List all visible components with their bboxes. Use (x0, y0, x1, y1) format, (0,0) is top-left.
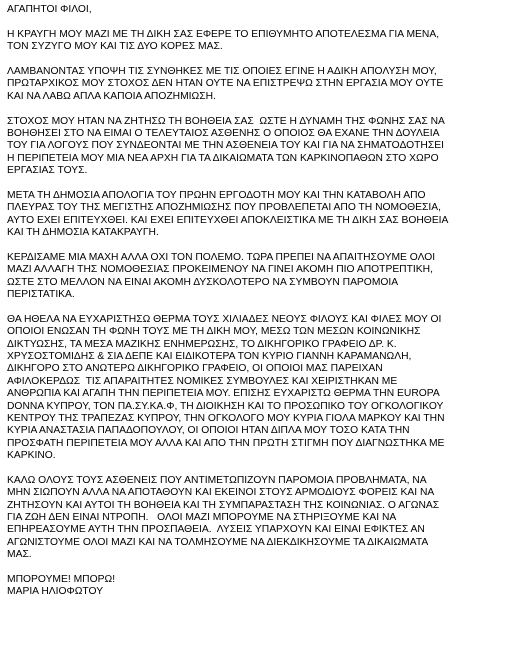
paragraph-7 (7, 475, 499, 562)
text-line: ΑΝΘΡΩΠΙΑ ΚΑΙ ΑΓΑΠΗ ΤΗΝ ΠΕΡΙΠΕΤΕΙΑ ΜΟΥ. ΕΠΙΣΗΣ ΕΥΧΑΡΙΣΤΩ ΘΕΡΜΑ ΤΗΝ EUROPA (7, 388, 440, 400)
text-line: ΕΠΗΡΕΑΣΟΥΜΕ ΑΥΤΗ ΤΗΝ ΠΡΟΣΠΑΘΕΙΑ. ΛΥΣΕΙΣ ΥΠΑΡΧΟΥΝ ΚΑΙ ΕΙΝΑΙ ΕΦΙΚΤΕΣ ΑΝ (7, 524, 425, 536)
paragraph-1 (7, 29, 499, 54)
text-line: ΑΦΙΛΟΚΕΡΔΩΣ ΤΙΣ ΑΠΑΡΑΙΤΗΤΕΣ ΝΟΜΙΚΕΣ ΣΥΜΒΟΥΛΕΣ ΚΑΙ ΧΕΙΡΙΣΤΗΚΑΝ ΜΕ (7, 375, 398, 387)
closing: ΜΠΟΡΟΥΜΕ! ΜΠΟΡΩ! (7, 573, 116, 585)
text-line: Η ΚΡΑΥΓΗ ΜΟΥ ΜΑΖΙ ΜΕ ΤΗ ΔΙΚΗ ΣΑΣ ΕΦΕΡΕ ΤΟ ΕΠΙΘΥΜΗΤΟ ΑΠΟΤΕΛΕΣΜΑ ΓΙΑ ΜΕΝΑ, (7, 28, 440, 40)
text-line: ΑΓΩΝΙΣΤΟΥΜΕ ΟΛΟΙ ΜΑΖΙ ΚΑΙ ΝΑ ΤΟΛΜΗΣΟΥΜΕ ΝΑ ΔΙΕΚΔΙΚΗΣΟΥΜΕ ΤΑ ΔΙΚΑΙΩΜΑΤΑ (7, 536, 429, 548)
signature: ΜΑΡΙΑ ΗΛΙΟΦΩΤΟΥ (7, 586, 104, 598)
paragraph-2 (7, 66, 499, 103)
text-line: ΖΗΤΗΣΟΥΝ ΚΑΙ ΑΥΤΟΙ ΤΗ ΒΟΗΘΕΙΑ ΚΑΙ ΤΗ ΣΥΜΠΑΡΑΣΤΑΣΗ ΤΗΣ ΚΟΙΝΩΝΙΑΣ. Ο ΑΓΩΝΑΣ (7, 499, 440, 511)
text-line: ΧΡΥΣΟΣΤΟΜΙΔΗΣ & ΣΙΑ ΔΕΠΕ ΚΑΙ ΕΙΔΙΚΟΤΕΡΑ ΤΟΝ ΚΥΡΙΟ ΓΙΑΝΝΗ ΚΑΡΑΜΑΝΩΛΗ, (7, 350, 412, 362)
text-line: ΜΗΝ ΣΙΩΠΟΥΝ ΑΛΛΑ ΝΑ ΑΠΟΤΑΘΟΥΝ ΚΑΙ ΕΚΕΙΝΟΙ ΣΤΟΥΣ ΑΡΜΟΔΙΟΥΣ ΦΟΡΕΙΣ ΚΑΙ ΝΑ (7, 487, 435, 499)
text-line: ΚΑΙ ΤΗ ΔΗΜΟΣΙΑ ΚΑΤΑΚΡΑΥΓΗ. (7, 227, 159, 239)
paragraph-gap (7, 54, 499, 66)
paragraph-gap (7, 562, 499, 574)
text-line: ΔΙΚΤΥΩΣΗΣ, ΤΑ ΜΕΣΑ ΜΑΖΙΚΗΣ ΕΝΗΜΕΡΩΣΗΣ, ΤΟ ΔΙΚΗΓΟΡΙΚΟ ΓΡΑΦΕΙΟ ΔΡ. Κ. (7, 338, 397, 350)
text-line: ΛΑΜΒΑΝΟΝΤΑΣ ΥΠΟΨΗ ΤΙΣ ΣΥΝΘΗΚΕΣ ΜΕ ΤΙΣ ΟΠΟΙΕΣ ΕΓΙΝΕ Η ΑΔΙΚΗ ΑΠΟΛΥΣΗ ΜΟΥ, (7, 65, 437, 77)
paragraph-gap (7, 301, 499, 313)
text-line: ΓΙΑ ΖΩΗ ΔΕΝ ΕΙΝΑΙ ΝΤΡΟΠΗ. ΟΛΟΙ ΜΑΖΙ ΜΠΟΡΟΥΜΕ ΝΑ ΣΤΗΡΙΞΟΥΜΕ ΚΑΙ ΝΑ (7, 512, 397, 524)
text-line: ΩΣΤΕ ΣΤΟ ΜΕΛΛΟΝ ΝΑ ΕΙΝΑΙ ΑΚΟΜΗ ΔΥΣΚΟΛΟΤΕΡΟ ΝΑ ΣΥΜΒΟΥΝ ΠΑΡΟΜΟΙΑ (7, 276, 399, 288)
text-line: ΔΙΚΗΓΟΡΟ ΣΤΟ ΑΝΩΤΕΡΩ ΔΙΚΗΓΟΡΙΚΟ ΓΡΑΦΕΙΟ, ΟΙ ΟΠΟΙΟΙ ΜΑΣ ΠΑΡΕΙΧΑΝ (7, 363, 383, 375)
text-line: ΠΕΡΙΣΤΑΤΙΚΑ. (7, 288, 75, 300)
text-line: ΟΠΟΙΟΙ ΕΝΩΣΑΝ ΤΗ ΦΩΝΗ ΤΟΥΣ ΜΕ ΤΗ ΔΙΚΗ ΜΟΥ, ΜΕΣΩ ΤΩΝ ΜΕΣΩΝ ΚΟΙΝΩΝΙΚΗΣ (7, 326, 421, 338)
text-line: ΚΑΡΚΙΝΟ. (7, 450, 56, 462)
text-line: Η ΠΕΡΙΠΕΤΕΙΑ ΜΟΥ ΜΙΑ ΝΕΑ ΑΡΧΗ ΓΙΑ ΤΑ ΔΙΚΑΙΩΜΑΤΑ ΤΩΝ ΚΑΡΚΙΝΟΠΑΘΩΝ ΣΤΟ ΧΩΡΟ (7, 152, 439, 164)
text-line: ΚΑΙ ΝΑ ΛΑΒΩ ΑΠΛΑ ΚΑΠΟΙΑ ΑΠΟΖΗΜΙΩΣΗ. (7, 90, 216, 102)
text-line: ΚΑΛΩ ΟΛΟΥΣ ΤΟΥΣ ΑΣΘΕΝΕΙΣ ΠΟΥ ΑΝΤΙΜΕΤΩΠΙΖΟΥΝ ΠΑΡΟΜΟΙΑ ΠΡΟΒΛΗΜΑΤΑ, ΝΑ (7, 474, 427, 486)
text-line: ΠΡΩΤΑΡΧΙΚΟΣ ΜΟΥ ΣΤΟΧΟΣ ΔΕΝ ΗΤΑΝ ΟΥΤΕ ΝΑ ΕΠΙΣΤΡΕΨΩ ΣΤΗΝ ΕΡΓΑΣΙΑ ΜΟΥ ΟΥΤΕ (7, 78, 444, 90)
text-line: ΑΥΤΟ ΕΧΕΙ ΕΠΙΤΕΥΧΘΕΙ. ΚΑΙ ΕΧΕΙ ΕΠΙΤΕΥΧΘΕΙ ΑΠΟΚΛΕΙΣΤΙΚΑ ΜΕ ΤΗ ΔΙΚΗ ΣΑΣ ΒΟΗΘΕΙΑ (7, 214, 449, 226)
text-line: ΣΤΟΧΟΣ ΜΟΥ ΗΤΑΝ ΝΑ ΖΗΤΗΣΩ ΤΗ ΒΟΗΘΕΙΑ ΣΑΣ ΩΣΤΕ Η ΔΥΝΑΜΗ ΤΗΣ ΦΩΝΗΣ ΣΑΣ ΝΑ (7, 115, 445, 127)
paragraph-4 (7, 190, 499, 240)
paragraph-gap (7, 103, 499, 115)
text-line: ΤΟΝ ΣΥΖΥΓΟ ΜΟΥ ΚΑΙ ΤΙΣ ΔΥΟ ΚΟΡΕΣ ΜΑΣ. (7, 41, 223, 53)
text-line: ΠΡΟΣΦΑΤΗ ΠΕΡΙΠΕΤΕΙΑ ΜΟΥ ΑΛΛΑ ΚΑΙ ΑΠΟ ΤΗΝ ΠΡΩΤΗ ΣΤΙΓΜΗ ΠΟΥ ΔΙΑΓΝΩΣΤΗΚΑ ΜΕ (7, 437, 445, 449)
text-line: ΚΥΡΙΑ ΑΝΑΣΤΑΣΙΑ ΠΑΠΑΔΟΠΟΥΛΟΥ, ΟΙ ΟΠΟΙΟΙ ΗΤΑΝ ΔΙΠΛΑ ΜΟΥ ΤΟΣΟ ΚΑΤΑ ΤΗΝ (7, 425, 410, 437)
paragraph-3 (7, 116, 499, 178)
paragraph-gap (7, 462, 499, 474)
text-line: DONNA ΚΥΠΡΟΥ, ΤΟΝ ΠΑ.ΣΥ.ΚΑ.Φ, ΤΗ ΔΙΟΙΚΗΣΗ ΚΑΙ ΤΟ ΠΡΟΣΩΠΙΚΟ ΤΟΥ ΟΓΚΟΛΟΓΙΚΟΥ (7, 400, 444, 412)
text-line: ΠΛΕΥΡΑΣ ΤΟΥ ΤΗΣ ΜΕΓΙΣΤΗΣ ΑΠΟΖΗΜΙΩΣΗΣ ΠΟΥ ΠΡΟΒΛΕΠΕΤΑΙ ΑΠΟ ΤΗ ΝΟΜΟΘΕΣΙΑ, (7, 202, 441, 214)
paragraph-6 (7, 314, 499, 463)
paragraph-gap (7, 16, 499, 28)
text-line: ΘΑ ΗΘΕΛΑ ΝΑ ΕΥΧΑΡΙΣΤΗΣΩ ΘΕΡΜΑ ΤΟΥΣ ΧΙΛΙΑΔΕΣ ΝΕΟΥΣ ΦΙΛΟΥΣ ΚΑΙ ΦΙΛΕΣ ΜΟΥ ΟΙ (7, 313, 442, 325)
text-line: ΤΟΥ ΓΙΑ ΛΟΓΟΥΣ ΠΟΥ ΣΥΝΔΕΟΝΤΑΙ ΜΕ ΤΗΝ ΑΣΘΕΝΕΙΑ ΤΟΥ ΚΑΙ ΓΙΑ ΝΑ ΣΗΜΑΤΟΔΟΤΗΣΕΙ (7, 140, 444, 152)
text-line: ΒΟΗΘΗΣΕΙ ΣΤΟ ΝΑ ΕΙΜΑΙ Ο ΤΕΛΕΥΤΑΙΟΣ ΑΣΘΕΝΗΣ Ο ΟΠΟΙΟΣ ΘΑ ΕΧΑΝΕ ΤΗΝ ΔΟΥΛΕΙΑ (7, 127, 440, 139)
text-line: ΚΕΝΤΡΟΥ ΤΗΣ ΤΡΑΠΕΖΑΣ ΚΥΠΡΟΥ, ΤΗΝ ΟΓΚΟΛΟΓΟ ΜΟΥ ΚΥΡΙΑ ΓΙΟΛΑ ΜΑΡΚΟΥ ΚΑΙ ΤΗΝ (7, 412, 445, 424)
greeting: ΑΓΑΠΗΤΟΙ ΦΙΛΟΙ, (7, 4, 92, 15)
text-line: ΜΑΣ. (7, 549, 32, 561)
text-line: ΚΕΡΔΙΣΑΜΕ ΜΙΑ ΜΑΧΗ ΑΛΛΑ ΟΧΙ ΤΟΝ ΠΟΛΕΜΟ. ΤΩΡΑ ΠΡΕΠΕΙ ΝΑ ΑΠΑΙΤΗΣΟΥΜΕ ΟΛΟΙ (7, 251, 436, 263)
text-line: ΜΕΤΑ ΤΗ ΔΗΜΟΣΙΑ ΑΠΟΛΟΓΙΑ ΤΟΥ ΠΡΩΗΝ ΕΡΓΟΔΟΤΗ ΜΟΥ ΚΑΙ ΤΗΝ ΚΑΤΑΒΟΛΗ ΑΠΟ (7, 189, 426, 201)
paragraph-5 (7, 252, 499, 302)
paragraph-gap (7, 177, 499, 189)
text-line: ΜΑΖΙ ΑΛΛΑΓΗ ΤΗΣ ΝΟΜΟΘΕΣΙΑΣ ΠΡΟΚΕΙΜΕΝΟΥ ΝΑ ΓΙΝΕΙ ΑΚΟΜΗ ΠΙΟ ΑΠΟΤΡΕΠΤΙΚΗ, (7, 264, 433, 276)
text-line: ΕΡΓΑΣΙΑΣ ΤΟΥΣ. (7, 165, 88, 177)
paragraph-gap (7, 239, 499, 251)
